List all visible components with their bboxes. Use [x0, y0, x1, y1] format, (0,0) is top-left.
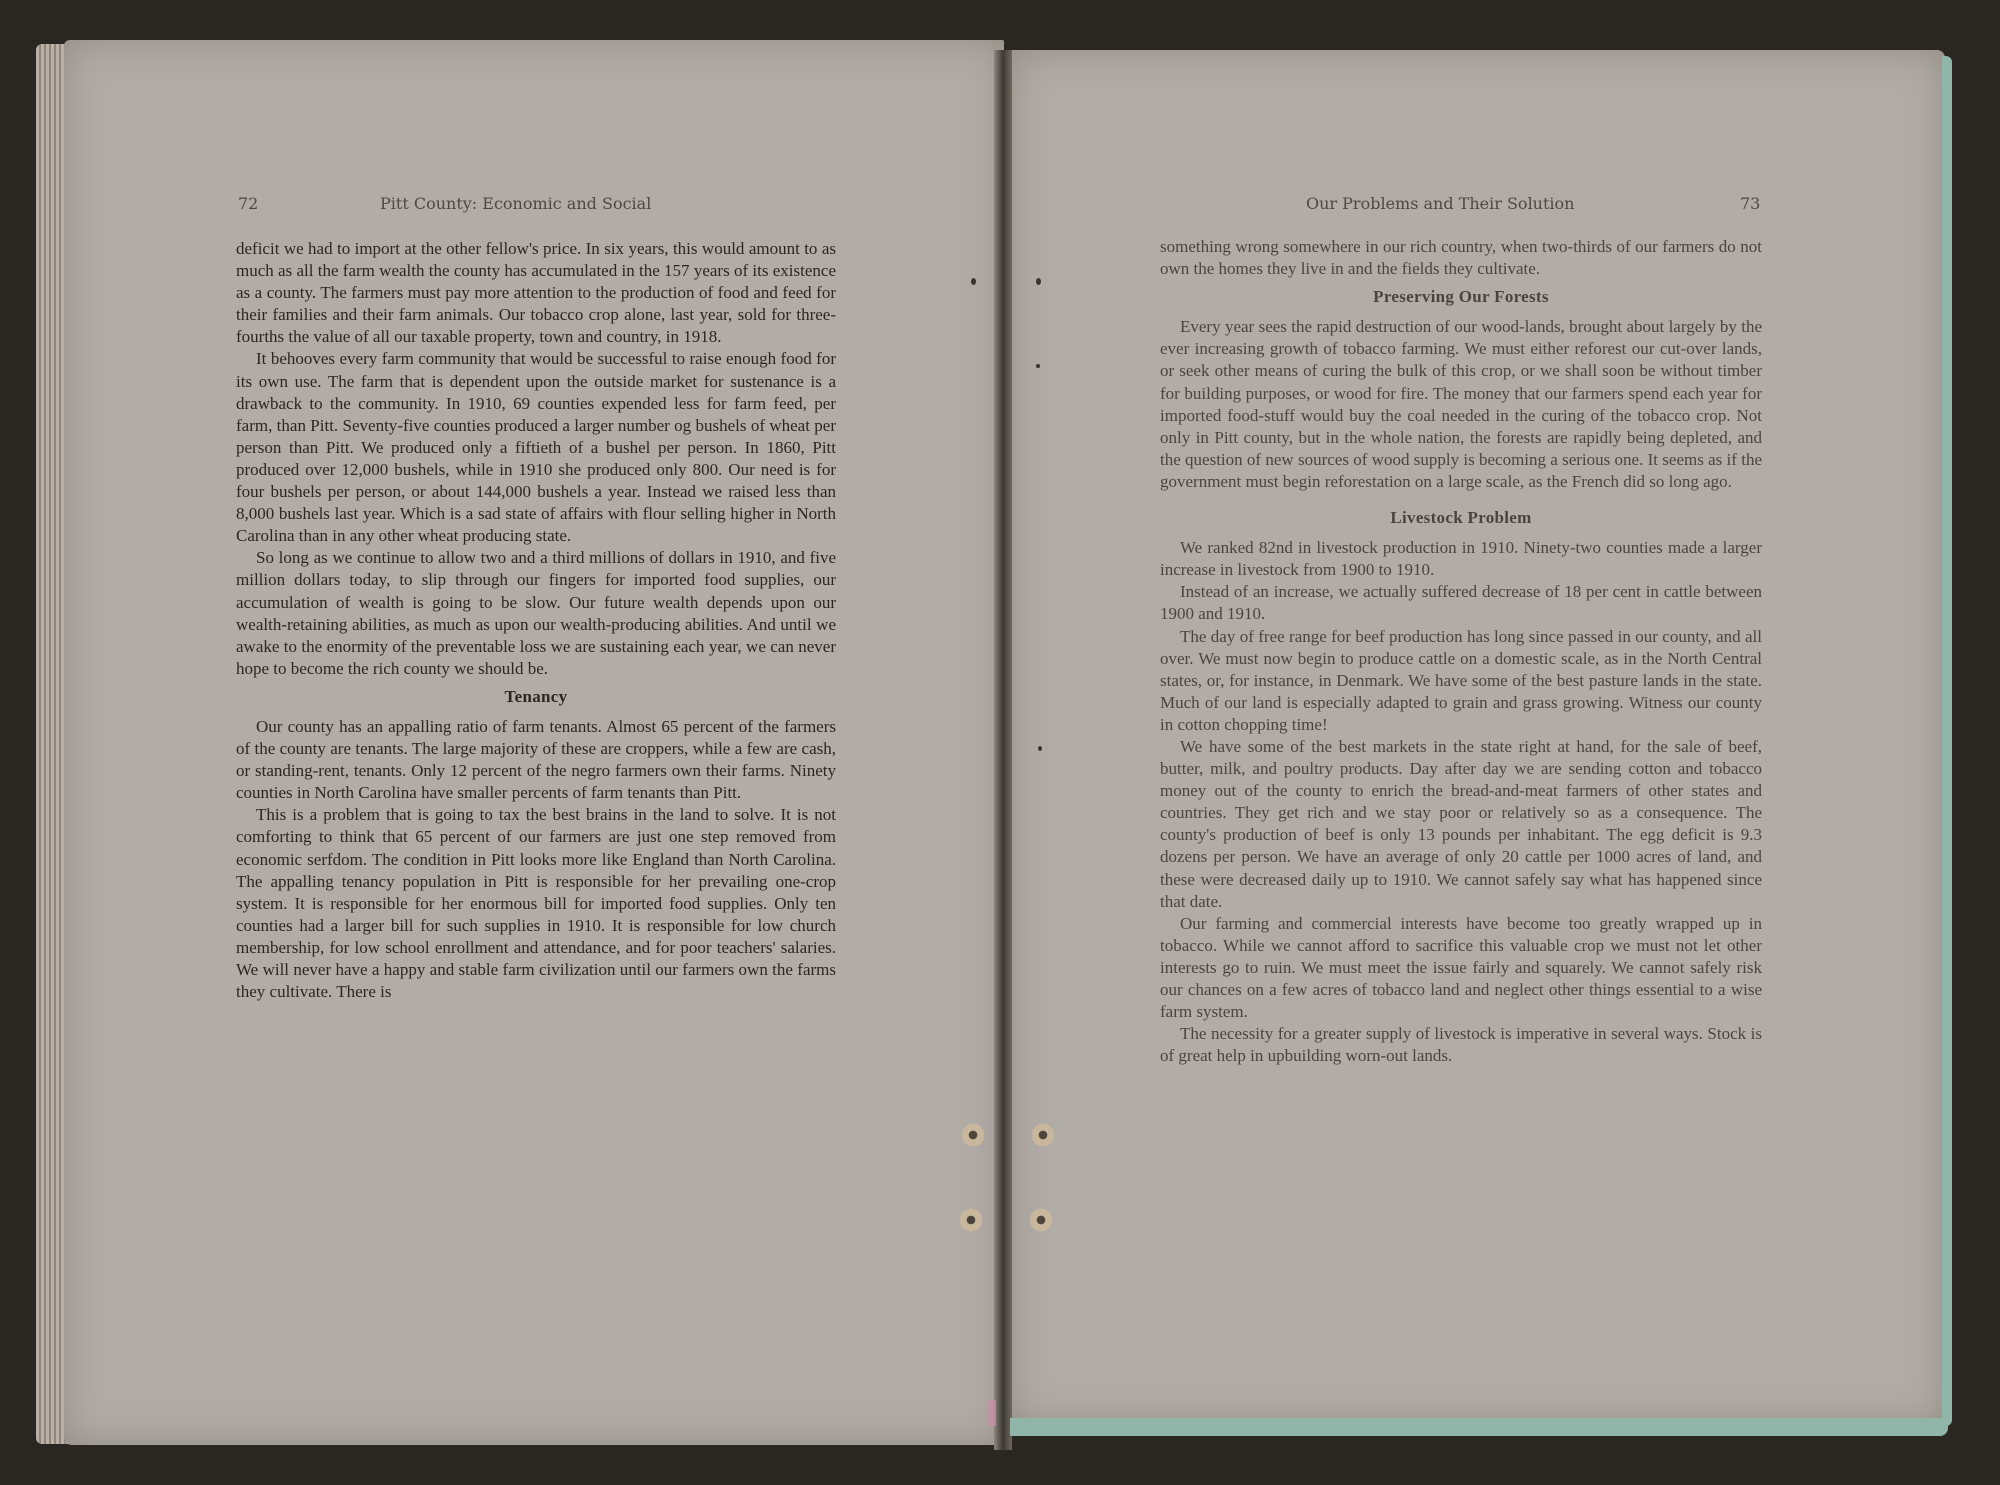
binding-hole	[1032, 1120, 1054, 1150]
paragraph: Our farming and commercial interests have become too greatly wrapped up in tobacco. While we cannot afford to sacrifice this valuable crop we must not let other interests go to ruin. We must meet the issue fairly and squarely. We cannot safely risk our chances on a few acres of tobacco land and neglect other things essential to a wise farm system.	[1160, 913, 1762, 1022]
green-cover-edge	[1942, 56, 1952, 1426]
binding-hole	[1036, 364, 1040, 368]
paragraph: So long as we continue to allow two and a third millions of dollars in 1910, and five million dollars today, to slip through our fingers for imported food supplies, our accumulation of wealth is going to be slow. Our future wealth depends upon our wealth-retaining abilities, as much as upon our wealth-producing abilities. And until we awake to the enormity of the preventable loss we are sustaining each year, we can never hope to become the rich county we should be.	[236, 548, 836, 678]
paragraph: Our county has an appalling ratio of farm tenants. Almost 65 percent of the farmers of the county are tenants. The large majority of these are croppers, while a few are cash, or standing-rent, tenants. Only 12 percent of the negro farmers own their farms. Ninety counties in North Carolina have smaller percents of farm tenants than Pitt.	[236, 716, 836, 803]
paragraph: Instead of an increase, we actually suffered decrease of 18 per cent in cattle between 1900 and 1910.	[1160, 582, 1762, 624]
paragraph: something wrong somewhere in our rich country, when two-thirds of our farmers do not own the homes they live in and the fields they cultivate.	[1160, 237, 1762, 279]
section-heading-tenancy: Tenancy	[504, 686, 568, 706]
pink-stain	[988, 1400, 996, 1426]
paragraph: Every year sees the rapid destruction of our wood-lands, brought about largely by the ever increasing growth of tobacco farming. We must either reforest our cut-over lands, or seek other means of curing the bulk of this crop, or we shall soon be without timber for building purposes, or wood for fire. The money that our farmers spend each year for imported food-stuff would buy the coal needed in the curing of the tobacco crop. Not only in Pitt county, but in the whole nation, the forests are rapidly being depleted, and the question of new sources of wood supply is becoming a serious one. It seems as if the government must begin reforestation on a large scale, as the French did so long ago.	[1160, 317, 1762, 491]
binding-hole	[1038, 746, 1042, 751]
binding-hole	[971, 278, 976, 285]
paragraph: It behooves every farm community that would be successful to raise enough food for its own use. The farm that is dependent upon the outside market for sustenance is a drawback to the community. In 1910, 69 counties expended less for farm feed, per farm, than Pitt. Seventy-five counties produced a larger number og bushels of wheat per person than Pitt. We produced only a fiftieth of a bushel per person. In 1860, Pitt produced over 12,000 bushels, while in 1910 she produced only 800. Our need is for four bushels per person, or about 144,000 bushels a year. Instead we raised less than 8,000 bushels last year. Which is a sad state of affairs with flour selling higher in North Carolina than in any other wheat producing state.	[236, 349, 836, 546]
paragraph: The day of free range for beef production has long since passed in our county, and all over. We must now begin to produce cattle on a domestic scale, as in the North Central states, or, for instance, in Denmark. We have some of the best pasture lands in the state. Much of our land is especially adapted to grain and grass growing. Witness our county in cotton chopping time!	[1160, 626, 1762, 734]
right-page-number: 73	[1740, 194, 1761, 213]
section-heading-forests: Preserving Our Forests	[1373, 287, 1549, 307]
book-spine	[994, 50, 1012, 1450]
paragraph: deficit we had to import at the other fellow's price. In six years, this would amount to as much as all the farm wealth the county has accumulated in the 157 years of its existence as a county. The farmers must pay more attention to the production of food and feed for their families and their farm animals. Our tobacco crop alone, last year, sold for three-fourths the value of all our taxable property, town and country, in 1918.	[236, 239, 836, 347]
binding-hole	[960, 1205, 982, 1235]
right-page-text	[1160, 236, 1762, 1067]
section-heading-livestock: Livestock Problem	[1390, 508, 1532, 528]
binding-hole	[962, 1120, 984, 1150]
paragraph: The necessity for a greater supply of livestock is imperative in several ways. Stock is of great help in upbuilding worn-out lands.	[1160, 1024, 1762, 1066]
paragraph: We ranked 82nd in livestock production in 1910. Ninety-two counties made a larger increase in livestock from 1900 to 1910.	[1160, 538, 1762, 580]
right-running-title: Our Problems and Their Solution	[1306, 194, 1575, 213]
green-cover-bottom	[1010, 1418, 1948, 1436]
left-page-number: 72	[238, 194, 259, 213]
binding-hole	[1036, 278, 1041, 285]
paragraph: We have some of the best markets in the state right at hand, for the sale of beef, butter, milk, and poultry products. Day after day we are sending cotton and tobacco money out of the county to enrich the bread-and-meat farmers of other states and countries. They get rich and we stay poor or relatively so as a consequence. The county's production of beef is only 13 pounds per inhabitant. The egg deficit is 9.3 dozens per person. We have an average of only 20 cattle per 1000 acres of land, and these were decreased daily up to 1910. We cannot safely say what has happened since that date.	[1160, 736, 1762, 911]
left-running-title: Pitt County: Economic and Social	[380, 194, 652, 213]
left-page-text	[236, 238, 836, 1003]
paragraph: This is a problem that is going to tax the best brains in the land to solve. It is not comforting to think that 65 percent of our farmers are just one step removed from economic serfdom. The condition in Pitt looks more like England than North Carolina. The appalling tenancy population in Pitt is responsible for her prevailing one-crop system. It is responsible for her enormous bill for imported food supplies. Only ten counties had a larger bill for such supplies in 1910. It is responsible for low church membership, for low school enrollment and attendance, and for poor teachers' salaries. We will never have a happy and stable farm civilization until our farmers own the farms they cultivate. There is	[236, 805, 836, 1002]
binding-hole	[1030, 1205, 1052, 1235]
